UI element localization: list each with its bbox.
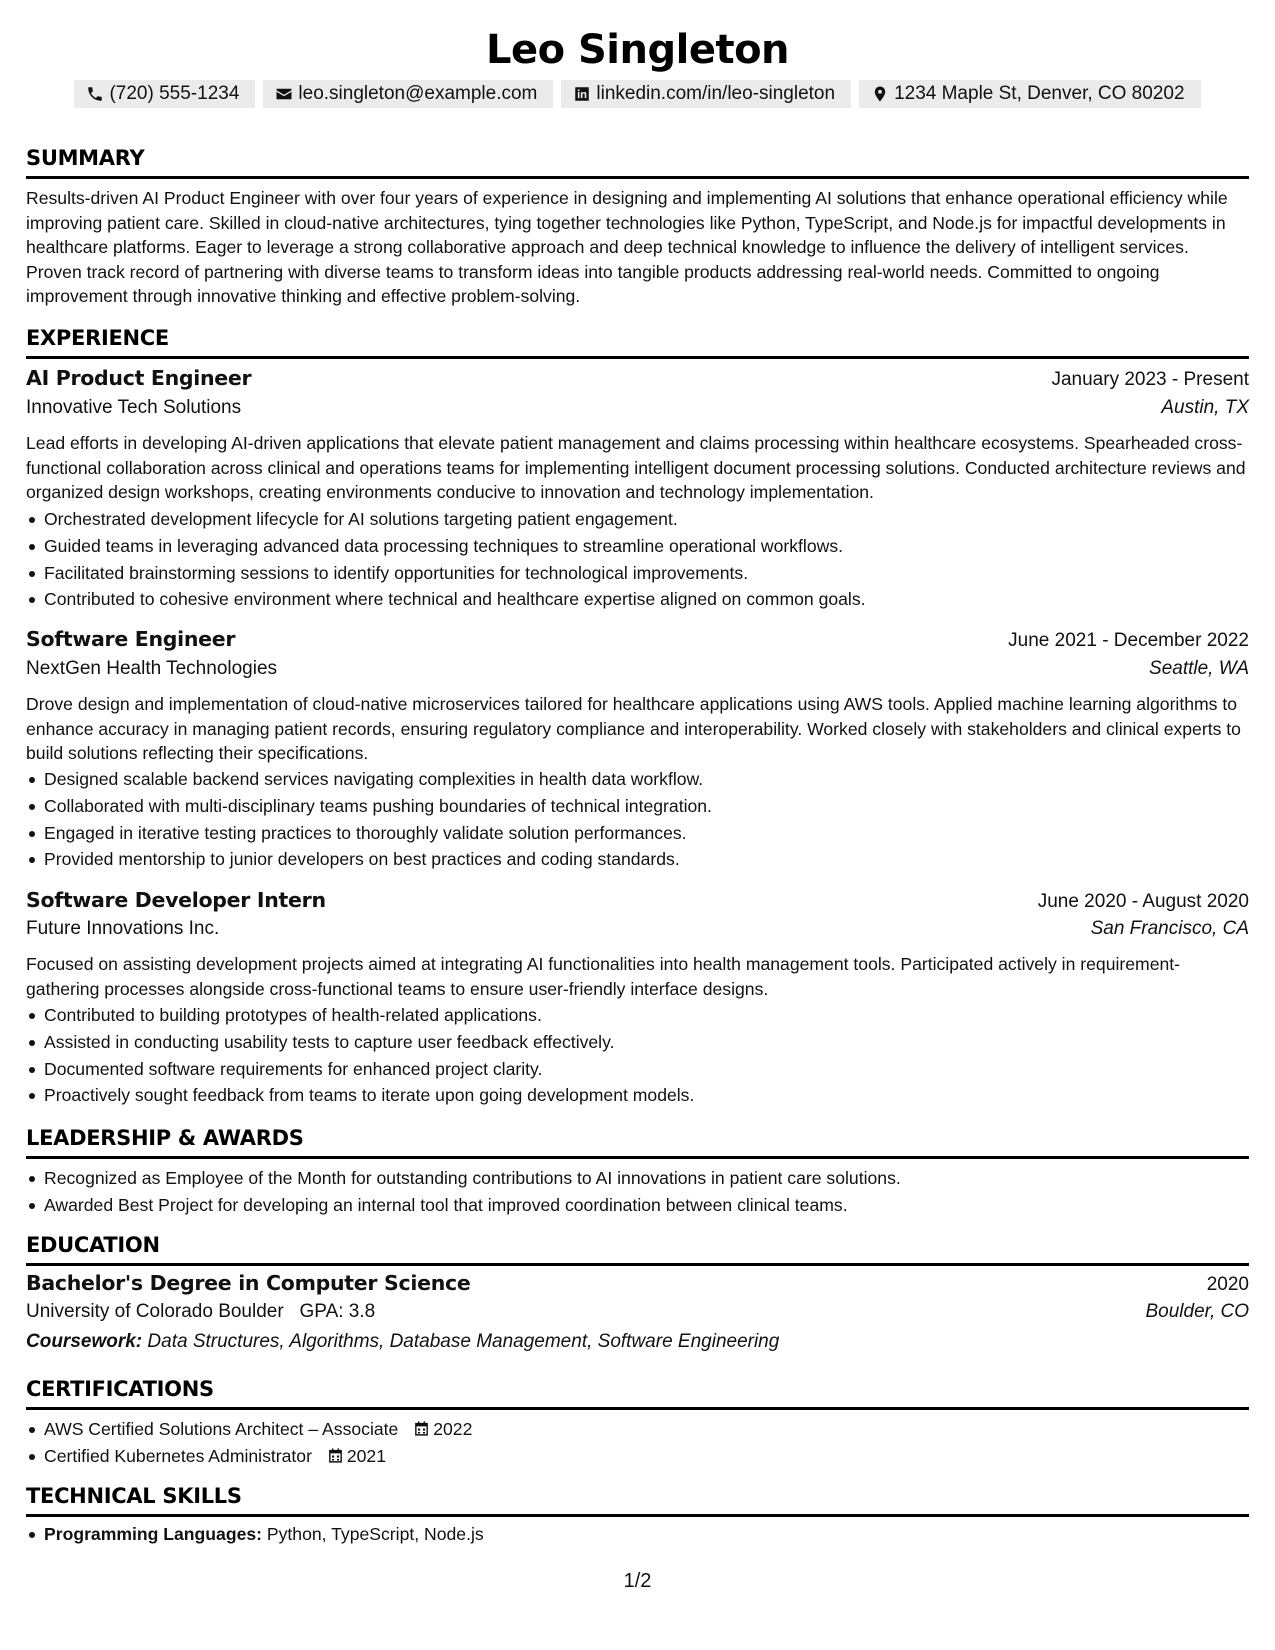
list-item: Documented software requirements for enhanced project clarity. [44, 1056, 1249, 1083]
education-heading: EDUCATION [26, 1233, 160, 1257]
calendar-icon [413, 1420, 430, 1437]
job-header [26, 627, 1249, 652]
skills-list [26, 1521, 1249, 1548]
job-bullets [26, 766, 1249, 873]
summary-divider [26, 176, 1249, 179]
list-item: Proactively sought feedback from teams to iterate upon going development models. [44, 1082, 1249, 1109]
list-item: Awarded Best Project for developing an internal tool that improved coordination between clinical teams. [44, 1192, 1249, 1219]
phone-text: (720) 555-1234 [109, 83, 240, 104]
list-item: Orchestrated development lifecycle for AI solutions targeting patient engagement. [44, 506, 1249, 533]
certification-year: 2021 [346, 1445, 386, 1466]
list-item: Contributed to cohesive environment where technical and healthcare expertise aligned on common goals. [44, 586, 1249, 613]
coursework-list: Data Structures, Algorithms, Database Management, Software Engineering [147, 1331, 780, 1352]
certifications-heading: CERTIFICATIONS [26, 1377, 214, 1401]
job-header [26, 888, 1249, 913]
list-item [44, 1416, 1249, 1443]
coursework [26, 1331, 779, 1353]
education-divider [26, 1263, 1249, 1266]
list-item: Contributed to building prototypes of health-related applications. [44, 1002, 1249, 1029]
job-dates: June 2021 - December 2022 [1008, 630, 1249, 651]
job-header [26, 366, 1249, 391]
job-subheader [26, 397, 1249, 419]
job-description: Drove design and implementation of cloud-native microservices tailored for healthcare applications using AWS tools. Applied machine learning algorithms to enhance accuracy in managing patient records, ensuring regulatory compliance and interoperability. Worked closely with stakeholders and clinical experts to build solutions reflecting their specifications. [26, 694, 1241, 763]
job-location: Seattle, WA [1149, 658, 1249, 679]
linkedin-icon [573, 85, 591, 103]
phone-icon [86, 85, 104, 103]
certifications-list [26, 1416, 1249, 1470]
job-company: Future Innovations Inc. [26, 918, 220, 939]
skills-heading: TECHNICAL SKILLS [26, 1484, 242, 1508]
leadership-heading: LEADERSHIP & AWARDS [26, 1126, 304, 1150]
job-title: Software Engineer [26, 627, 236, 651]
list-item: Facilitated brainstorming sessions to identify opportunities for technological improvements. [44, 560, 1249, 587]
job-dates: January 2023 - Present [1051, 369, 1249, 390]
job-location: San Francisco, CA [1090, 918, 1249, 939]
graduation-year: 2020 [1206, 1274, 1249, 1295]
list-item: Collaborated with multi-disciplinary teams pushing boundaries of technical integration. [44, 793, 1249, 820]
leadership-divider [26, 1156, 1249, 1159]
job-title: AI Product Engineer [26, 366, 252, 390]
job-description: Focused on assisting development projects aimed at integrating AI functionalities into health management tools. Participated actively in requirement-gathering processes alongside cross-functional teams to ensure user-friendly interface designs. [26, 954, 1181, 999]
list-item: Engaged in iterative testing practices to thoroughly validate solution performances. [44, 820, 1249, 847]
skill-value: Python, TypeScript, Node.js [266, 1524, 484, 1544]
summary-text: Results-driven AI Product Engineer with over four years of experience in designing and implementing AI solutions that enhance operational efficiency while improving patient care. Skilled in cloud-native architectures, tying together technologies like Python, TypeScript, and Node.js for impactful developments in healthcare platforms. Eager to leverage a strong collaborative approach and deep technical knowledge to influence the delivery of intelligent services. Proven track record of partnering with diverse teams to transform ideas into tangible products addressing real-world needs. Committed to ongoing improvement through innovative thinking and effective problem-solving. [26, 188, 1228, 306]
email-text: leo.singleton@example.com [298, 83, 538, 104]
candidate-name: Leo Singleton [485, 27, 790, 73]
experience-divider [26, 356, 1249, 359]
address-text: 1234 Maple St, Denver, CO 80202 [894, 83, 1185, 104]
page-number: 1/2 [623, 1570, 652, 1592]
summary-heading: SUMMARY [26, 146, 145, 170]
leadership-list [26, 1165, 1249, 1219]
school-location: Boulder, CO [1145, 1301, 1249, 1322]
job-location: Austin, TX [1161, 397, 1249, 418]
certification-name: AWS Certified Solutions Architect – Associate [44, 1419, 399, 1439]
job-bullets [26, 506, 1249, 613]
experience-heading: EXPERIENCE [26, 326, 169, 350]
job-company: Innovative Tech Solutions [26, 397, 242, 418]
job-company: NextGen Health Technologies [26, 658, 278, 679]
job-dates: June 2020 - August 2020 [1037, 891, 1249, 912]
job-description: Lead efforts in developing AI-driven applications that elevate patient management and claims processing within healthcare ecosystems. Spearheaded cross-functional collaboration across clinical and operations teams for implementing intelligent document processing solutions. Conducted architecture reviews and organized design workshops, creating environments conducive to innovation and technology implementation. [26, 433, 1246, 502]
job-subheader [26, 658, 1249, 680]
degree-title: Bachelor's Degree in Computer Science [26, 1271, 471, 1295]
contact-phone[interactable] [74, 80, 255, 108]
list-item: Recognized as Employee of the Month for outstanding contributions to AI innovations in patient care solutions. [44, 1165, 1249, 1192]
skills-divider [26, 1514, 1249, 1517]
list-item: Guided teams in leveraging advanced data processing techniques to streamline operational workflows. [44, 533, 1249, 560]
list-item [44, 1443, 1249, 1470]
resume-page [26, 0, 1249, 1544]
job-title: Software Developer Intern [26, 888, 326, 912]
linkedin-text: linkedin.com/in/leo-singleton [596, 83, 836, 104]
education-subheader [26, 1301, 1249, 1323]
contact-email[interactable] [263, 80, 553, 108]
gpa: GPA: 3.8 [299, 1301, 376, 1322]
education-header [26, 1271, 1249, 1296]
list-item [44, 1521, 1249, 1548]
contact-linkedin[interactable] [561, 80, 851, 108]
map-marker-icon [871, 85, 889, 103]
school-name: University of Colorado Boulder [26, 1301, 284, 1322]
calendar-icon [327, 1447, 344, 1464]
job-subheader [26, 918, 1249, 940]
list-item: Assisted in conducting usability tests to capture user feedback effectively. [44, 1029, 1249, 1056]
skill-label: Programming Languages: [44, 1524, 262, 1544]
certifications-divider [26, 1407, 1249, 1410]
envelope-icon [275, 85, 293, 103]
contact-address [859, 80, 1200, 108]
certification-year: 2022 [433, 1419, 473, 1439]
school-line [26, 1301, 375, 1323]
certification-name: Certified Kubernetes Administrator [44, 1445, 312, 1466]
list-item: Designed scalable backend services navigating complexities in health data workflow. [44, 766, 1249, 793]
job-bullets [26, 1002, 1249, 1109]
list-item: Provided mentorship to junior developers on best practices and coding standards. [44, 846, 1249, 873]
contact-bar [26, 80, 1249, 108]
coursework-label: Coursework: [26, 1331, 143, 1352]
